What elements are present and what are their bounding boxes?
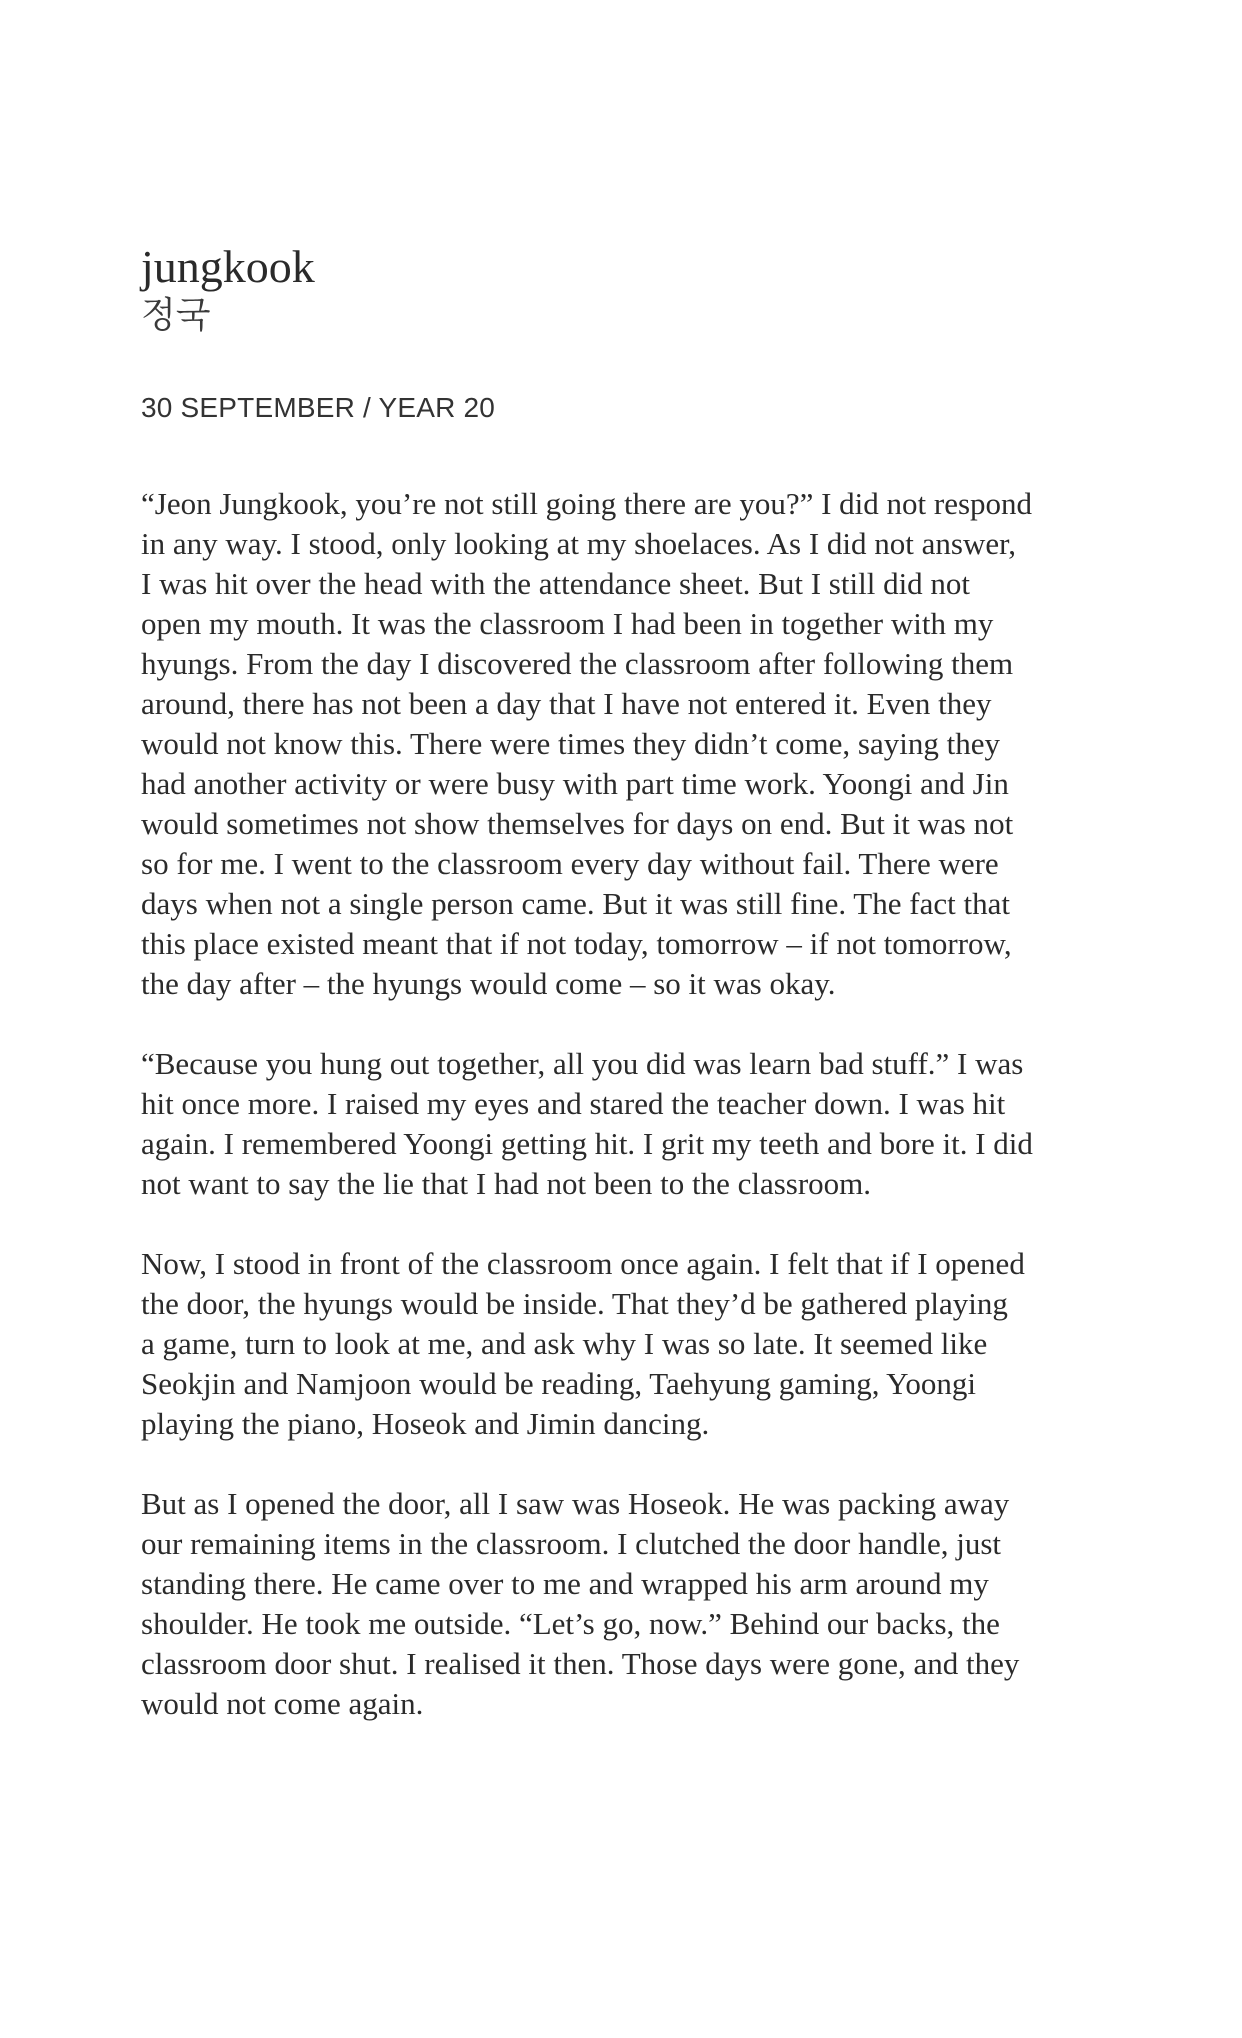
text-line: our remaining items in the classroom. I clutched the door handle, just	[141, 1526, 1002, 1561]
text-line: “Because you hung out together, all you did was learn bad stuff.” I was	[141, 1046, 1024, 1081]
text-line: the day after – the hyungs would come – so it was okay.	[141, 966, 836, 1001]
text-line: in any way. I stood, only looking at my shoelaces. As I did not answer,	[141, 526, 1016, 561]
text-line: would not know this. There were times they didn’t come, saying they	[141, 726, 1000, 761]
text-line: hyungs. From the day I discovered the classroom after following them	[141, 646, 1014, 681]
text-line: But as I opened the door, all I saw was Hoseok. He was packing away	[141, 1486, 1010, 1521]
text-line: so for me. I went to the classroom every day without fail. There were	[141, 846, 999, 881]
text-line: not want to say the lie that I had not been to the classroom.	[141, 1166, 872, 1201]
text-line: hit once more. I raised my eyes and stared the teacher down. I was hit	[141, 1086, 1006, 1121]
text-line: standing there. He came over to me and wrapped his arm around my	[141, 1566, 989, 1601]
document-page	[141, 240, 1141, 1764]
paragraph-4	[141, 1484, 1141, 1724]
entry-date: 30 SEPTEMBER / YEAR 20	[141, 392, 496, 423]
text-line: days when not a single person came. But it was still fine. The fact that	[141, 886, 1010, 921]
text-line: classroom door shut. I realised it then. Those days were gone, and they	[141, 1646, 1020, 1681]
text-line: would not come again.	[141, 1686, 424, 1721]
text-line: I was hit over the head with the attendance sheet. But I still did not	[141, 566, 971, 601]
paragraph-2	[141, 1044, 1141, 1204]
page-subtitle-korean: 정국	[141, 295, 211, 336]
text-line: around, there has not been a day that I have not entered it. Even they	[141, 686, 992, 721]
text-line: the door, the hyungs would be inside. That they’d be gathered playing	[141, 1286, 1008, 1321]
entry-body	[141, 484, 1141, 1724]
text-line: had another activity or were busy with part time work. Yoongi and Jin	[141, 766, 1009, 801]
page-title: jungkook	[141, 241, 315, 292]
text-line: playing the piano, Hoseok and Jimin dancing.	[141, 1406, 710, 1441]
text-line: a game, turn to look at me, and ask why I was so late. It seemed like	[141, 1326, 988, 1361]
text-line: would sometimes not show themselves for days on end. But it was not	[141, 806, 1014, 841]
paragraph-1	[141, 484, 1141, 1004]
text-line: Now, I stood in front of the classroom once again. I felt that if I opened	[141, 1246, 1025, 1281]
text-line: again. I remembered Yoongi getting hit. I grit my teeth and bore it. I did	[141, 1126, 1033, 1161]
text-line: open my mouth. It was the classroom I had been in together with my	[141, 606, 994, 641]
text-line: Seokjin and Namjoon would be reading, Taehyung gaming, Yoongi	[141, 1366, 977, 1401]
text-line: shoulder. He took me outside. “Let’s go, now.” Behind our backs, the	[141, 1606, 1000, 1641]
text-line: “Jeon Jungkook, you’re not still going there are you?” I did not respond	[141, 486, 1033, 521]
paragraph-3	[141, 1244, 1141, 1444]
text-line: this place existed meant that if not today, tomorrow – if not tomorrow,	[141, 926, 1012, 961]
